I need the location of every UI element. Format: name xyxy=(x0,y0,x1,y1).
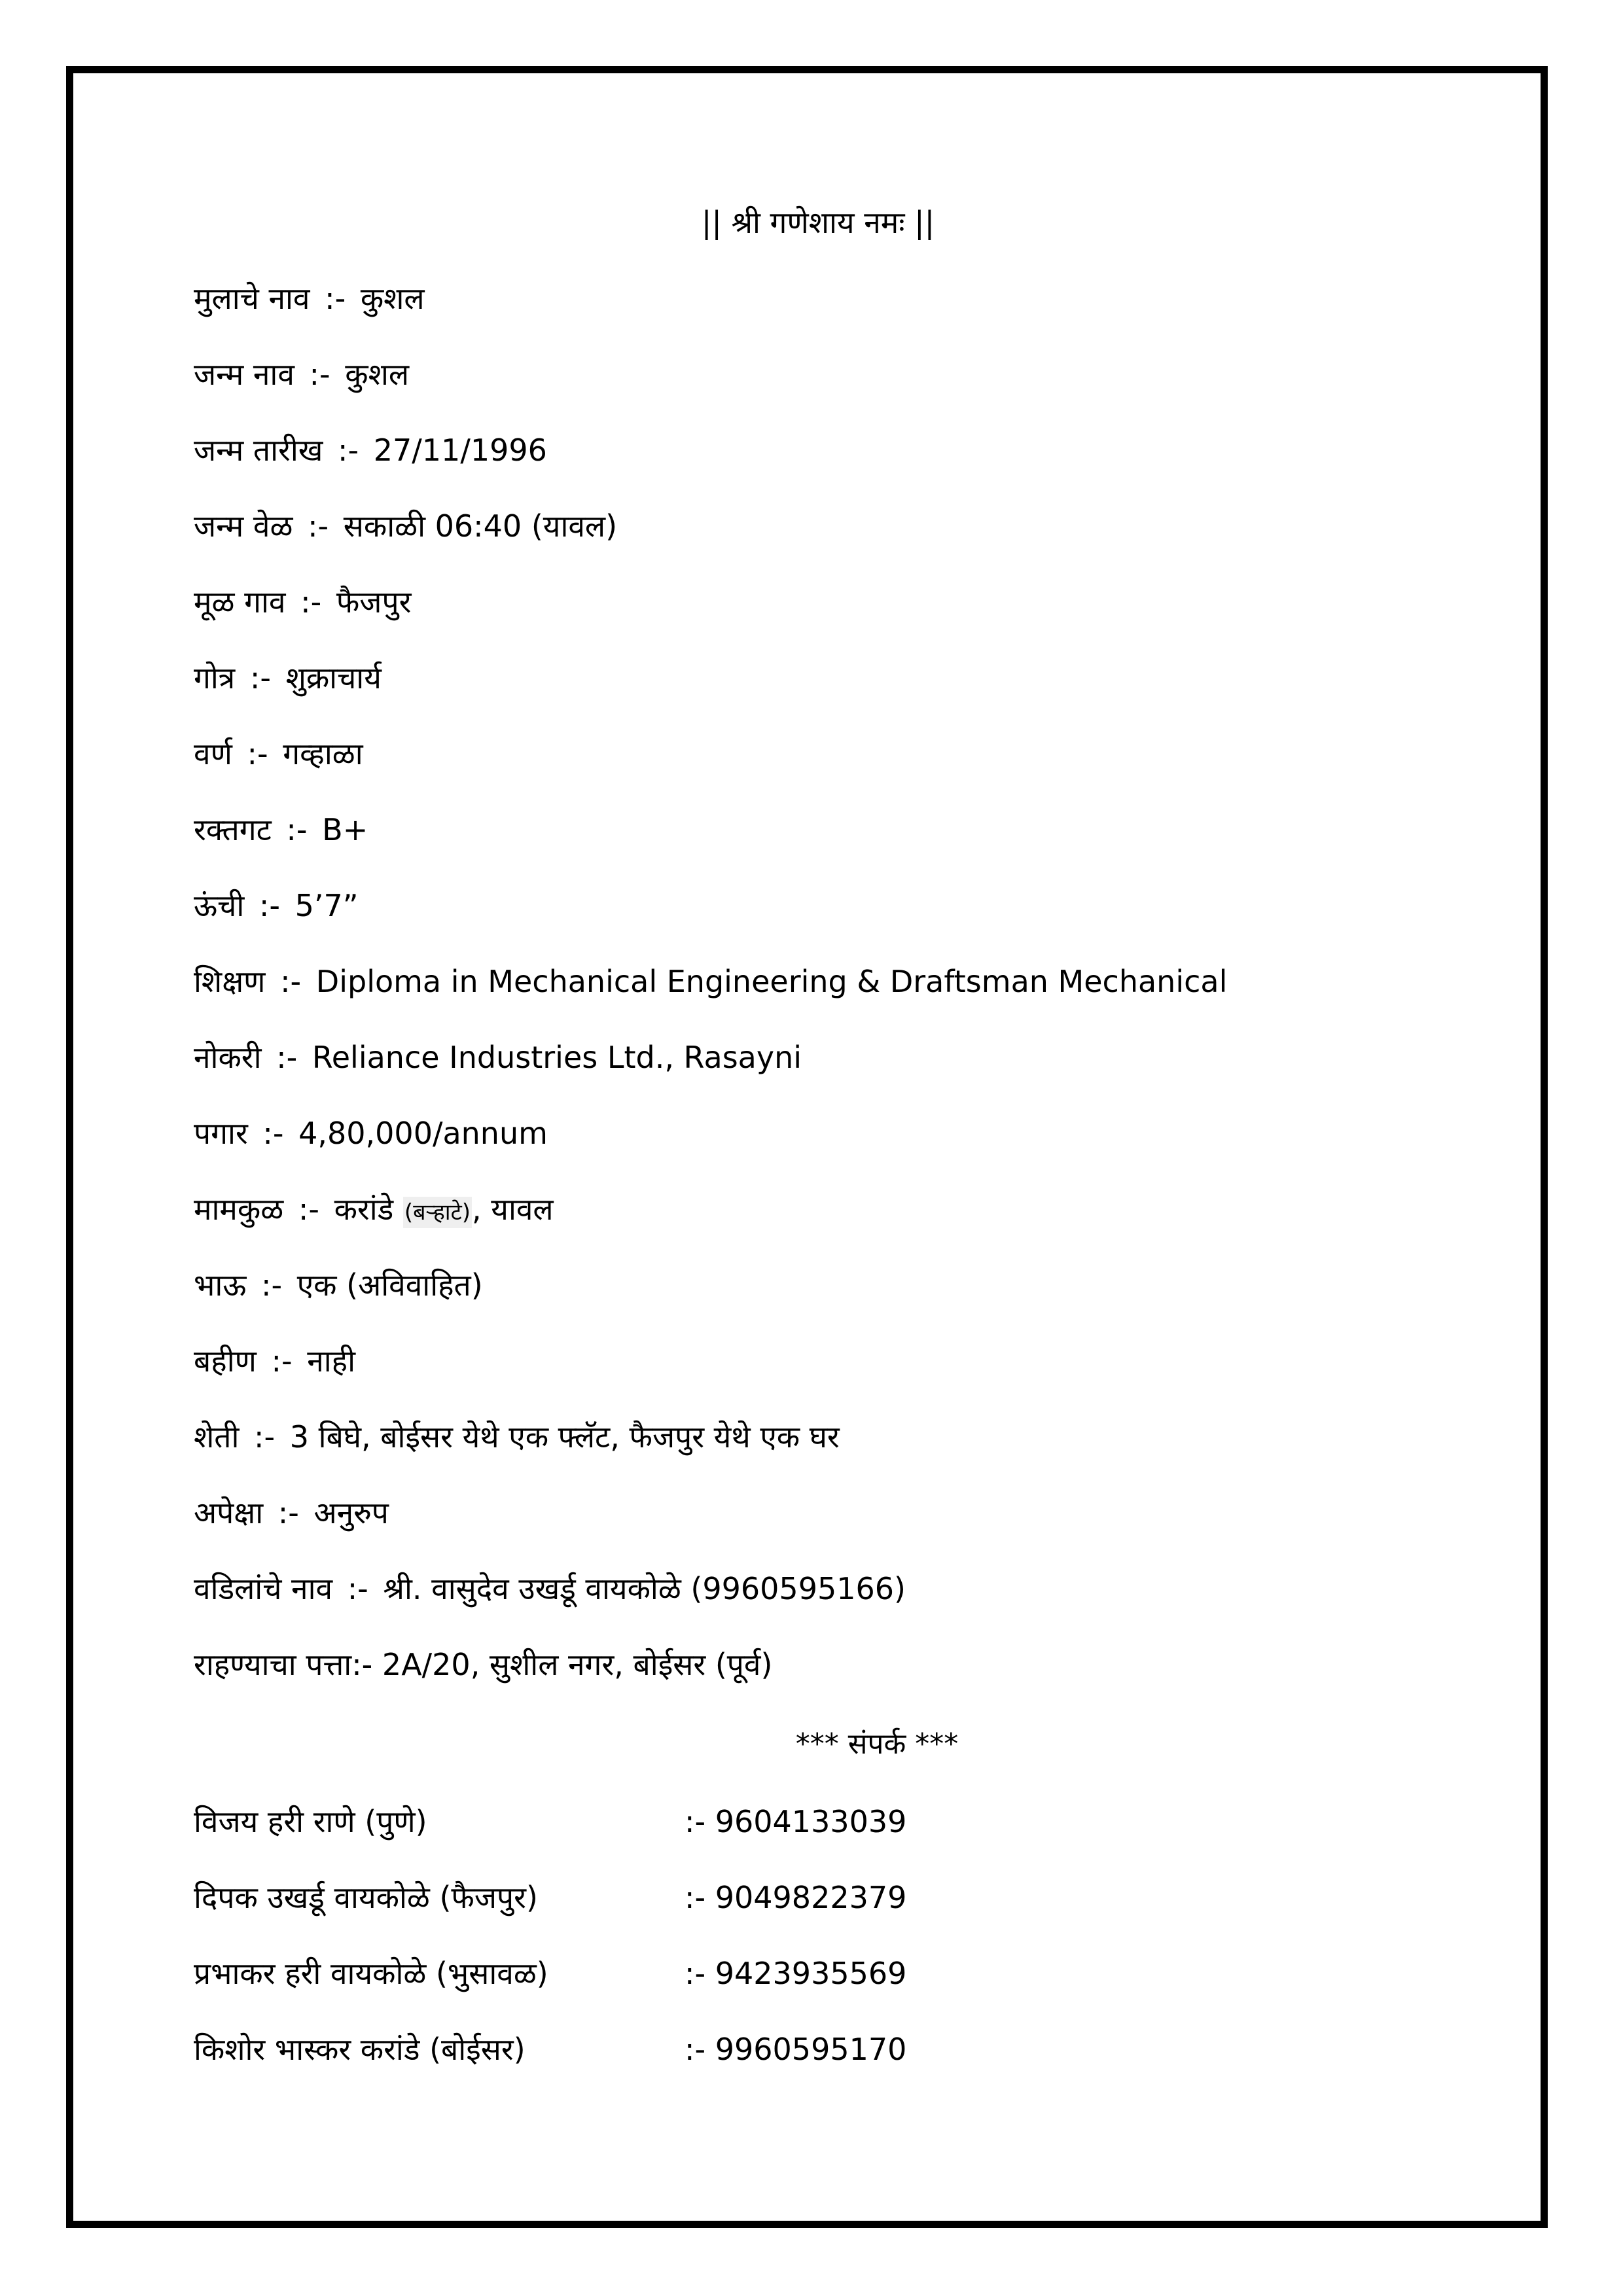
heading-text: || श्री गणेशाय नमः || xyxy=(701,205,935,240)
contact-name: प्रभाकर हरी वायकोळे (भुसावळ) xyxy=(194,1956,548,1991)
field-value: फैजपुर xyxy=(336,584,412,620)
field-expectation xyxy=(194,1492,1227,1568)
field-value: 2A/20, सुशील नगर, बोईसर (पूर्व) xyxy=(382,1647,773,1682)
field-brother xyxy=(194,1264,1227,1340)
field-job xyxy=(194,1036,1227,1112)
field-label: मामकुळ xyxy=(194,1192,284,1227)
field-birth-name xyxy=(194,353,1227,429)
field-separator: :- xyxy=(262,1116,284,1151)
contact-phone xyxy=(685,1952,906,1994)
biodata-fields xyxy=(194,277,1227,1720)
field-label: नोकरी xyxy=(194,1040,262,1075)
field-separator: :- xyxy=(259,888,280,923)
contact-row xyxy=(194,1801,1044,1877)
field-value: 27/11/1996 xyxy=(373,433,547,468)
field-complexion xyxy=(194,733,1227,809)
field-separator: :- xyxy=(309,357,330,392)
field-value: 5’7” xyxy=(294,888,359,923)
field-education xyxy=(194,961,1227,1036)
field-label: जन्म तारीख xyxy=(194,433,323,468)
field-label: शेती xyxy=(194,1419,240,1455)
field-separator: :- xyxy=(277,1495,299,1530)
field-value: Reliance Industries Ltd., Rasayni xyxy=(312,1040,802,1075)
field-separator: :- xyxy=(254,1419,276,1455)
field-value: 3 बिघे, बोईसर येथे एक फ्लॅट, फैजपुर येथे एक घर xyxy=(289,1419,840,1455)
contact-row xyxy=(194,1952,1044,2028)
field-sister xyxy=(194,1340,1227,1416)
field-label: राहण्याचा पत्ता xyxy=(194,1647,352,1682)
field-label: भाऊ xyxy=(194,1267,247,1303)
field-label: गोत्र xyxy=(194,660,236,696)
contact-name: दिपक उखर्डू वायकोळे (फैजपुर) xyxy=(194,1880,538,1915)
field-separator: :- xyxy=(261,1267,283,1303)
contact-row xyxy=(194,1877,1044,1952)
field-separator: :- xyxy=(300,584,322,620)
field-value-suffix: , यावल xyxy=(472,1192,554,1227)
contact-list xyxy=(194,1801,1044,2104)
contact-phone-number: 9049822379 xyxy=(715,1880,907,1915)
contact-phone-number: 9423935569 xyxy=(715,1956,907,1991)
field-property xyxy=(194,1416,1227,1492)
field-separator: :- xyxy=(276,1040,298,1075)
contact-phone-number: 9960595170 xyxy=(715,2032,907,2067)
contact-separator: :- xyxy=(685,2032,706,2067)
highlighted-text: (बऱ्हाटे) xyxy=(403,1197,472,1228)
field-height xyxy=(194,885,1227,961)
field-separator: :- xyxy=(351,1647,373,1682)
field-separator: :- xyxy=(338,433,359,468)
field-label: पगार xyxy=(194,1116,248,1151)
field-value: सकाळी 06:40 (यावल) xyxy=(343,508,618,544)
contact-heading xyxy=(0,1725,1623,1764)
field-birth-time xyxy=(194,505,1227,581)
field-label: ऊंची xyxy=(194,888,245,923)
field-separator: :- xyxy=(347,1571,368,1606)
field-label: शिक्षण xyxy=(194,964,266,999)
field-value: Diploma in Mechanical Engineering & Draftsman Mechanical xyxy=(315,964,1228,999)
field-separator: :- xyxy=(249,660,271,696)
field-value: गव्हाळा xyxy=(283,736,363,771)
field-gotra xyxy=(194,657,1227,733)
field-value: कुशल xyxy=(345,357,410,392)
contact-phone-number: 9604133039 xyxy=(715,1804,907,1839)
field-label: मुलाचे नाव xyxy=(194,281,310,316)
field-value: कुशल xyxy=(360,281,425,316)
field-separator: :- xyxy=(298,1192,319,1227)
contact-phone xyxy=(685,1877,906,1918)
field-father-name xyxy=(194,1568,1227,1644)
field-separator: :- xyxy=(325,281,346,316)
field-label: जन्म वेळ xyxy=(194,508,293,544)
field-label: बहीण xyxy=(194,1343,257,1379)
contact-phone xyxy=(685,2028,906,2070)
field-value: एक (अविवाहित) xyxy=(296,1267,483,1303)
contact-name: विजय हरी राणे (पुणे) xyxy=(194,1804,427,1839)
field-salary xyxy=(194,1112,1227,1188)
field-separator: :- xyxy=(286,812,308,847)
contact-heading-text: *** संपर्क *** xyxy=(795,1727,959,1761)
field-value: B+ xyxy=(322,812,368,847)
field-blood-group xyxy=(194,809,1227,885)
contact-separator: :- xyxy=(685,1804,706,1839)
field-value: अनुरुप xyxy=(313,1495,389,1530)
field-separator: :- xyxy=(271,1343,293,1379)
document-heading xyxy=(0,203,1623,242)
field-birth-date xyxy=(194,429,1227,505)
field-value: नाही xyxy=(307,1343,356,1379)
field-label: मूळ गाव xyxy=(194,584,286,620)
field-label: रक्तगट xyxy=(194,812,272,847)
contact-phone xyxy=(685,1801,906,1843)
contact-row xyxy=(194,2028,1044,2104)
field-maternal-family xyxy=(194,1188,1227,1264)
field-native-village xyxy=(194,581,1227,657)
field-label: जन्म नाव xyxy=(194,357,294,392)
field-boy-name xyxy=(194,277,1227,353)
field-value: शुक्राचार्य xyxy=(285,660,382,696)
field-value: श्री. वासुदेव उखर्डू वायकोळे (9960595166) xyxy=(383,1571,906,1606)
field-value: करांडे xyxy=(334,1192,394,1227)
field-separator: :- xyxy=(247,736,268,771)
field-label: अपेक्षा xyxy=(194,1495,264,1530)
field-value: 4,80,000/annum xyxy=(298,1116,548,1151)
field-separator: :- xyxy=(308,508,329,544)
field-label: वडिलांचे नाव xyxy=(194,1571,333,1606)
field-label: वर्ण xyxy=(194,736,232,771)
field-separator: :- xyxy=(280,964,302,999)
contact-separator: :- xyxy=(685,1880,706,1915)
contact-name: किशोर भास्कर करांडे (बोईसर) xyxy=(194,2032,526,2067)
contact-separator: :- xyxy=(685,1956,706,1991)
field-address xyxy=(194,1644,1227,1720)
